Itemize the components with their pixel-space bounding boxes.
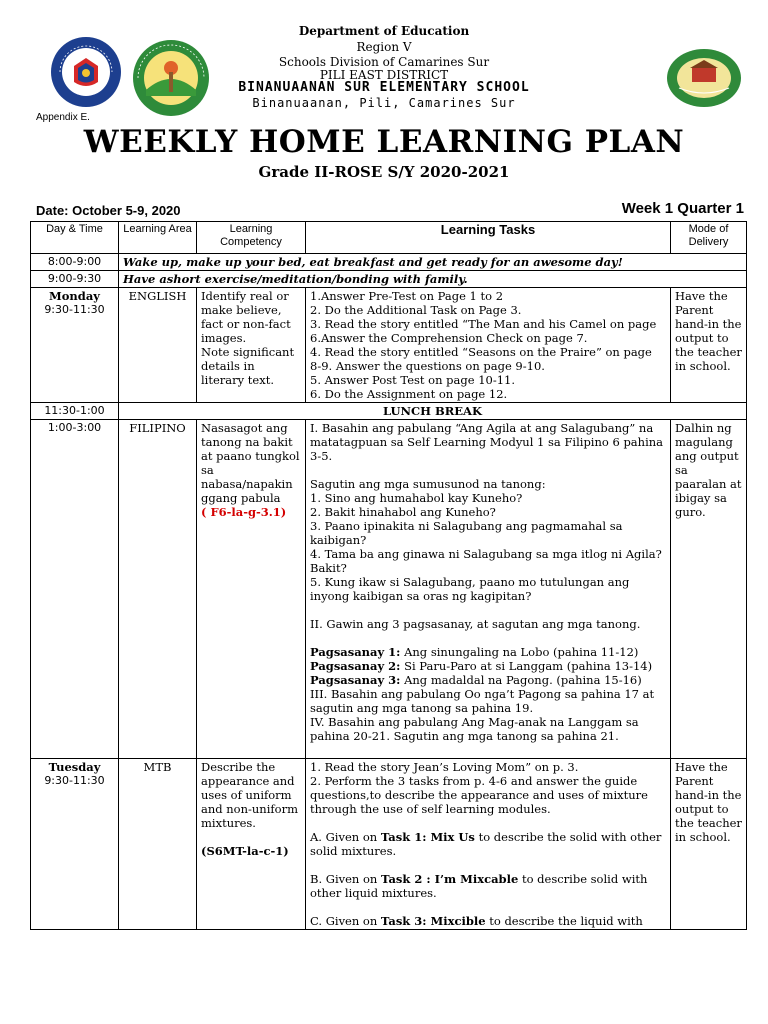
tuesday-row bbox=[31, 759, 747, 930]
col-day-time: Day & Time bbox=[31, 222, 119, 254]
col-learning-competency: Learning Competency bbox=[197, 222, 306, 254]
learning-area: MTB bbox=[119, 759, 197, 930]
routine-row bbox=[31, 254, 747, 271]
question-item: 4. Tama ba ang ginawa ni Salagubang sa mga itlog ni Agila?Bakit? bbox=[310, 547, 662, 575]
exercise-label: Pagsasanay 3: bbox=[310, 673, 401, 687]
learning-area: ENGLISH bbox=[119, 288, 197, 403]
subitem-task: Task 2 : I’m Mixcable bbox=[380, 872, 519, 886]
routine-time: 9:00-9:30 bbox=[31, 271, 119, 288]
lunch-row bbox=[31, 403, 747, 420]
page-title: WEEKLY HOME LEARNING PLAN bbox=[83, 124, 685, 160]
question-item: 2. Bakit hinahabol ang Kuneho? bbox=[310, 505, 496, 519]
learning-tasks bbox=[306, 420, 671, 759]
exercise-item bbox=[310, 673, 666, 687]
subitem-text: to describe the liquid with bbox=[485, 914, 643, 928]
task-item: 4. Read the story entitled “Seasons on the Praire” on page 8-9. Answer the questions on page 9-10. bbox=[310, 345, 652, 373]
table-header-row bbox=[31, 222, 747, 254]
exercise-label: Pagsasanay 1: bbox=[310, 645, 401, 659]
learning-area: FILIPINO bbox=[119, 420, 197, 759]
division-name: Schools Division of Camarines Sur bbox=[278, 55, 490, 69]
competency-code: ( F6-la-g-3.1) bbox=[201, 505, 287, 519]
exercise-item bbox=[310, 645, 666, 659]
subitem-text: to describe the solid with other solid mixtures. bbox=[310, 830, 662, 858]
time-label: 1:00-3:00 bbox=[31, 420, 119, 759]
division-camarines-sur-logo bbox=[126, 38, 216, 118]
subitem-prefix: C. Given on bbox=[310, 914, 381, 928]
deped-seal-logo bbox=[50, 36, 122, 108]
routine-time: 8:00-9:00 bbox=[31, 254, 119, 271]
district-name: PILI EAST DISTRICT bbox=[319, 68, 449, 82]
lunch-label: LUNCH BREAK bbox=[119, 403, 747, 420]
question-item: 3. Paano ipinakita ni Salagubang ang pagmamahal sa kaibigan? bbox=[310, 519, 623, 547]
filipino-row bbox=[31, 420, 747, 759]
grade-section: Grade II-ROSE S/Y 2020-2021 bbox=[258, 163, 510, 181]
subitem-task: Task 1: Mix Us bbox=[380, 830, 475, 844]
subitem-prefix: B. Given on bbox=[310, 872, 381, 886]
questions-heading: Sagutin ang mga sumusunod na tanong: bbox=[310, 477, 546, 491]
week-quarter: Week 1 Quarter 1 bbox=[621, 200, 744, 217]
school-address: Binanuaanan, Pili, Camarines Sur bbox=[252, 96, 516, 110]
day-label: Monday bbox=[49, 289, 100, 303]
subitem-text: to describe solid with other liquid mixtures. bbox=[310, 872, 648, 900]
task-subitem bbox=[310, 830, 666, 858]
mode-of-delivery: Dalhin ng magulang ang output sa paaralan at ibigay sa guro. bbox=[671, 420, 747, 759]
competency-text: Nasasagot ang tanong na bakit at paano tungkol sa nabasa/napakin ggang pabula bbox=[201, 421, 300, 505]
learning-competency bbox=[197, 420, 306, 759]
learning-tasks bbox=[306, 759, 671, 930]
task-item: 1. Read the story Jean’s Loving Mom” on p. 3. bbox=[310, 760, 579, 774]
region-name: Region V bbox=[356, 40, 412, 54]
task-subitem bbox=[310, 872, 666, 900]
task-item: 2. Do the Additional Task on Page 3. bbox=[310, 303, 522, 317]
task-item: 5. Answer Post Test on page 10-11. bbox=[310, 373, 516, 387]
learning-competency: Identify real or make believe, fact or non-fact images. Note significant details in literary text. bbox=[197, 288, 306, 403]
day-label: Tuesday bbox=[48, 760, 101, 774]
monday-row bbox=[31, 288, 747, 403]
routine-text: Have ashort exercise/meditation/bonding with family. bbox=[119, 271, 747, 288]
exercise-text: Ang sinungaling na Lobo (pahina 11-12) bbox=[400, 645, 639, 659]
task-part4: IV. Basahin ang pabulang Ang Mag-anak na Langgam sa pahina 20-21. Sagutin ang mga tanong sa pahina 21. bbox=[310, 715, 639, 743]
competency-code: (S6MT-la-c-1) bbox=[201, 844, 289, 858]
time-label: 9:30-11:30 bbox=[44, 303, 105, 316]
competency-text: Describe the appearance and uses of uniform and non-uniform mixtures. bbox=[201, 760, 298, 830]
department-name: Department of Education bbox=[298, 24, 470, 38]
routine-row bbox=[31, 271, 747, 288]
task-part3: III. Basahin ang pabulang Oo nga’t Pagong sa pahina 17 at sagutin ang mga tanong sa pahina 19. bbox=[310, 687, 655, 715]
tuesday-day-time bbox=[31, 759, 119, 930]
col-mode-delivery: Mode of Delivery bbox=[671, 222, 747, 254]
appendix-label: Appendix E. bbox=[36, 112, 90, 123]
task-subitem bbox=[310, 914, 666, 928]
task-item: 1.Answer Pre-Test on Page 1 to 2 bbox=[310, 289, 504, 303]
school-seal-logo bbox=[665, 48, 743, 108]
learning-competency bbox=[197, 759, 306, 930]
school-name: BINANUAANAN SUR ELEMENTARY SCHOOL bbox=[238, 80, 530, 95]
learning-tasks bbox=[306, 288, 671, 403]
plan-date: Date: October 5-9, 2020 bbox=[36, 203, 181, 218]
mode-of-delivery: Have the Parent hand-in the output to the teacher in school. bbox=[671, 288, 747, 403]
col-learning-area: Learning Area bbox=[119, 222, 197, 254]
task-part2: II. Gawin ang 3 pagsasanay, at sagutan ang mga tanong. bbox=[310, 617, 641, 631]
time-label: 9:30-11:30 bbox=[44, 774, 105, 787]
routine-text: Wake up, make up your bed, eat breakfast and get ready for an awesome day! bbox=[119, 254, 747, 271]
learning-plan-table bbox=[30, 221, 747, 930]
col-learning-tasks: Learning Tasks bbox=[306, 222, 671, 254]
exercise-text: Si Paru-Paro at si Langgam (pahina 13-14) bbox=[400, 659, 653, 673]
subitem-prefix: A. Given on bbox=[310, 830, 381, 844]
question-item: 1. Sino ang humahabol kay Kuneho? bbox=[310, 491, 523, 505]
task-item: 6. Do the Assignment on page 12. bbox=[310, 387, 508, 401]
monday-day-time bbox=[31, 288, 119, 403]
lunch-time: 11:30-1:00 bbox=[31, 403, 119, 420]
subitem-task: Task 3: Mixcible bbox=[380, 914, 486, 928]
task-item: 2. Perform the 3 tasks from p. 4-6 and answer the guide questions,to describe the appearance and uses of mixture through the use of self learning modules. bbox=[310, 774, 648, 816]
task-item: 3. Read the story entitled “The Man and his Camel on page 6.Answer the Comprehension Check on page 7. bbox=[310, 317, 657, 345]
mode-of-delivery: Have the Parent hand-in the output to the teacher in school. bbox=[671, 759, 747, 930]
exercise-item bbox=[310, 659, 666, 673]
task-intro: I. Basahin ang pabulang “Ang Agila at ang Salagubang” na matatagpuan sa Self Learning Modyul 1 sa Filipino 6 pahina 3-5. bbox=[310, 421, 664, 463]
exercise-label: Pagsasanay 2: bbox=[310, 659, 401, 673]
question-item: 5. Kung ikaw si Salagubang, paano mo tutulungan ang inyong kaibigan sa oras ng kagipitan? bbox=[310, 575, 630, 603]
exercise-text: Ang madaldal na Pagong. (pahina 15-16) bbox=[400, 673, 642, 687]
